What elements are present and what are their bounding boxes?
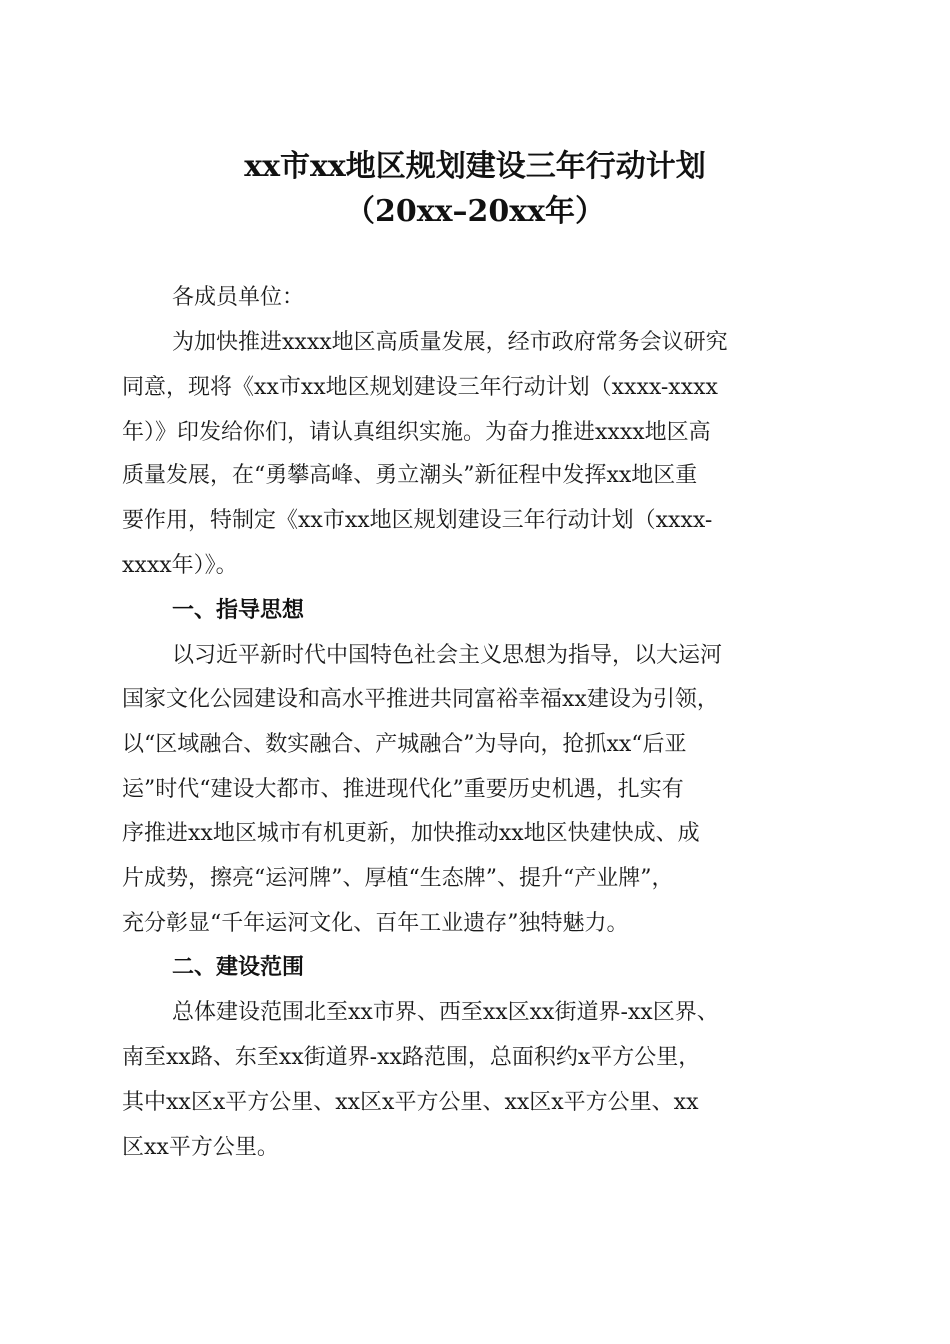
intro-line: xxxx年）》。 bbox=[122, 553, 238, 578]
section1-line: 国家文化公园建设和高水平推进共同富裕幸福xx建设为引领， bbox=[122, 687, 719, 712]
intro-line: 为加快推进xxxx地区高质量发展，经市政府常务会议研究 bbox=[172, 330, 728, 355]
section1-line: 片成势，擦亮“运河牌”、厚植“生态牌”、提升“产业牌”， bbox=[122, 866, 674, 891]
document-title: xx市xx地区规划建设三年行动计划 bbox=[244, 149, 706, 184]
intro-line: 要作用，特制定《xx市xx地区规划建设三年行动计划（xxxx- bbox=[122, 508, 713, 533]
salutation: 各成员单位： bbox=[172, 285, 305, 310]
section2-line: 总体建设范围北至xx市界、西至xx区xx街道界-xx区界、 bbox=[172, 1000, 719, 1025]
intro-line: 同意，现将《xx市xx地区规划建设三年行动计划（xxxx-xxxx bbox=[122, 375, 718, 400]
document-subtitle-years: （20xx–20xx年） bbox=[344, 194, 606, 229]
section2-line: 区xx平方公里。 bbox=[122, 1135, 279, 1160]
section1-line: 以习近平新时代中国特色社会主义思想为指导，以大运河 bbox=[172, 643, 723, 668]
section2-line: 其中xx区x平方公里、xx区x平方公里、xx区x平方公里、xx bbox=[122, 1090, 699, 1115]
section2-line: 南至xx路、东至xx街道界-xx路范围，总面积约x平方公里， bbox=[122, 1045, 701, 1070]
section1-line: 运”时代“建设大都市、推进现代化”重要历史机遇，扎实有 bbox=[122, 777, 684, 802]
section1-line: 以“区域融合、数实融合、产城融合”为导向，抢抓xx“后亚 bbox=[122, 732, 687, 757]
section1-line: 序推进xx地区城市有机更新，加快推动xx地区快建快成、成 bbox=[122, 821, 700, 846]
section-heading-construction-scope: 二、建设范围 bbox=[172, 955, 305, 980]
section-heading-guiding-ideology: 一、指导思想 bbox=[172, 598, 305, 623]
intro-line: 年）》印发给你们，请认真组织实施。为奋力推进xxxx地区高 bbox=[122, 420, 711, 445]
intro-line: 质量发展，在“勇攀高峰、勇立潮头”新征程中发挥xx地区重 bbox=[122, 463, 698, 488]
section1-line: 充分彰显“千年运河文化、百年工业遗存”独特魅力。 bbox=[122, 911, 629, 936]
